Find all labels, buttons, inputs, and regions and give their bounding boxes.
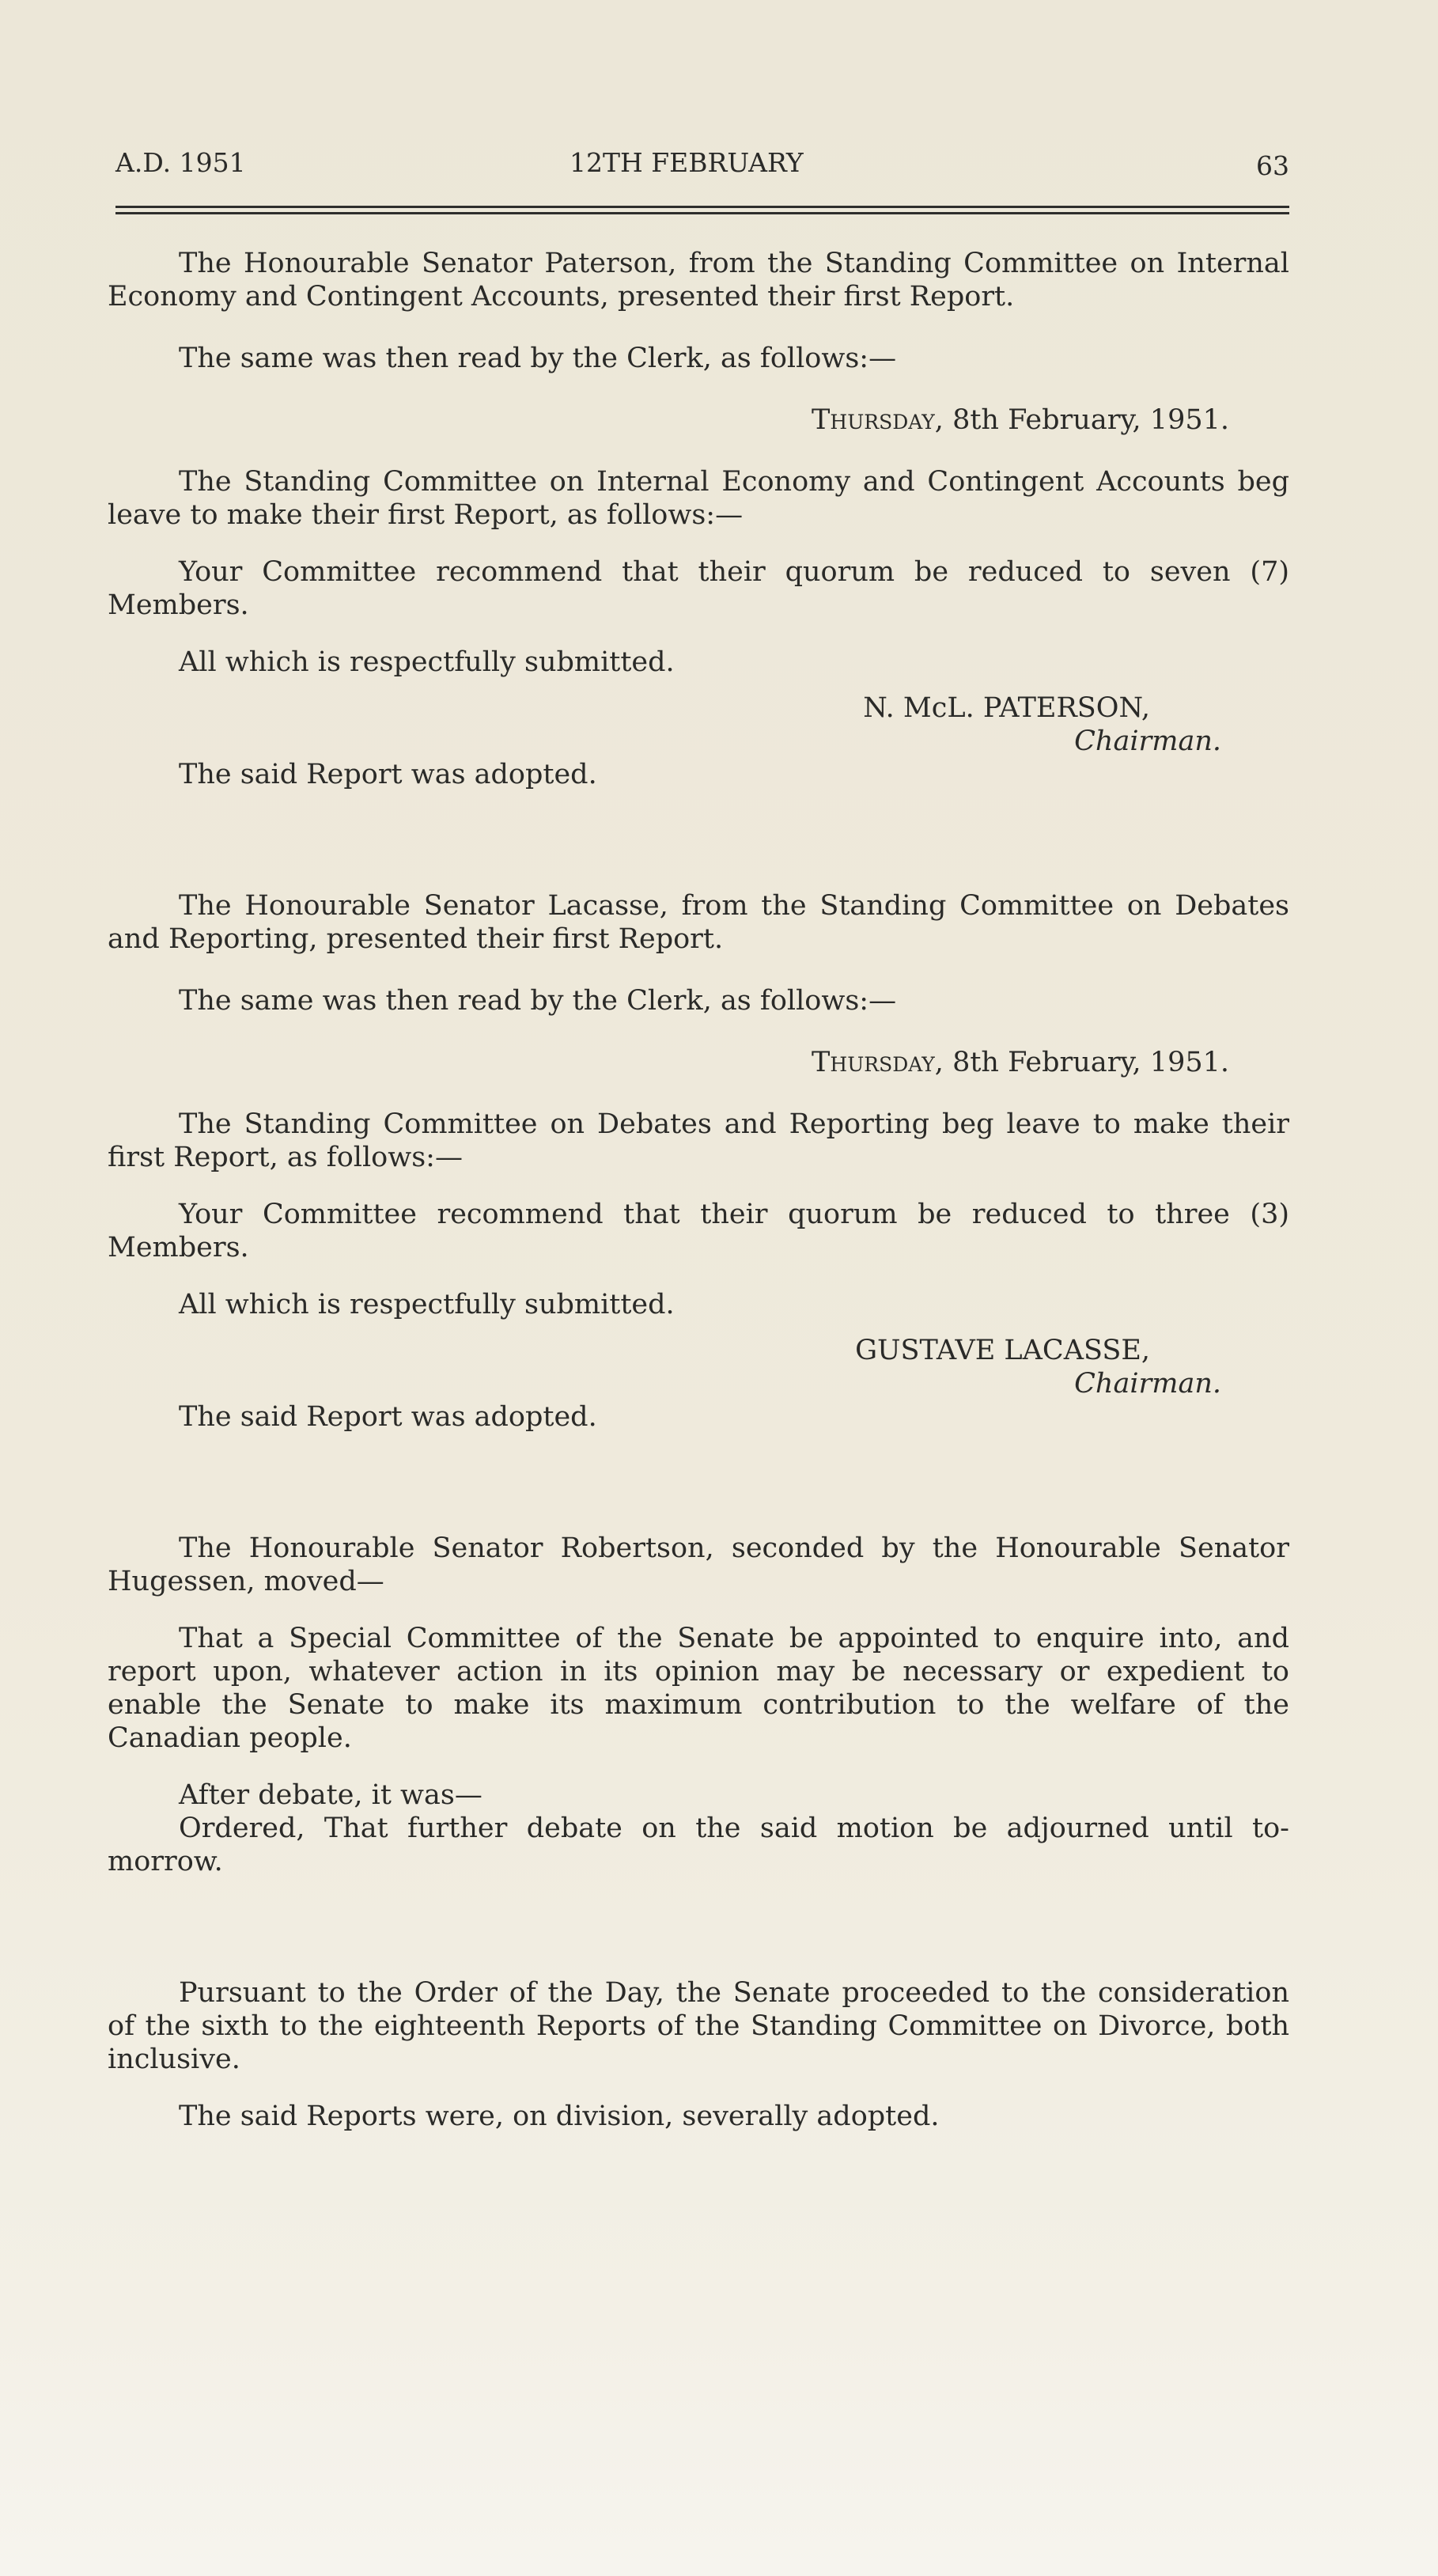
paterson-signatory: N. McL. PATERSON, (863, 692, 1150, 724)
paterson-dateline (108, 403, 1289, 437)
paterson-intro: The Honourable Senator Paterson, from the Standing Committee on Internal Economy and Contingent Accounts, presented their first Report. (108, 248, 1289, 313)
paterson-submitted: All which is respectfully submitted. (179, 646, 675, 678)
robertson-ordered: Ordered, That further debate on the said motion be adjourned until to-morrow. (108, 1813, 1289, 1877)
paterson-report-text: The Standing Committee on Internal Economy and Contingent Accounts beg leave to make their first Report, as follows:— (108, 466, 1289, 531)
lacasse-submitted: All which is respectfully submitted. (179, 1289, 675, 1320)
paterson-date: 8th February, 1951. (943, 404, 1229, 436)
robertson-motion-text: That a Special Committee of the Senate be appointed to enquire into, and report upon, whatever action in its opinion may be necessary or expedient to enable the Senate to make its maximum contribution to the welfare of the Canadian people. (108, 1623, 1289, 1754)
page-body (108, 247, 1289, 2133)
header-rule-top (115, 206, 1289, 208)
paterson-day: Thursday, (812, 404, 944, 436)
lacasse-report-text: The Standing Committee on Debates and Reporting beg leave to make their first Report, as follows:— (108, 1108, 1289, 1173)
header-date: 12TH FEBRUARY (570, 147, 804, 178)
paterson-read: The same was then read by the Clerk, as follows:— (179, 343, 897, 374)
lacasse-dateline (108, 1046, 1289, 1079)
paterson-recommendation: Your Committee recommend that their quorum be reduced to seven (7) Members. (108, 556, 1289, 621)
robertson-after-debate: After debate, it was— (179, 1779, 482, 1811)
page-number: 63 (1256, 150, 1289, 181)
lacasse-adopted: The said Report was adopted. (179, 1401, 597, 1433)
lacasse-read: The same was then read by the Clerk, as follows:— (179, 985, 897, 1017)
header-year: A.D. 1951 (115, 147, 246, 178)
lacasse-intro: The Honourable Senator Lacasse, from the Standing Committee on Debates and Reporting, presented their first Report. (108, 890, 1289, 955)
lacasse-signatory: GUSTAVE LACASSE, (855, 1335, 1150, 1366)
lacasse-date: 8th February, 1951. (943, 1047, 1229, 1078)
page-header (115, 147, 1289, 187)
paterson-adopted: The said Report was adopted. (179, 759, 597, 790)
divorce-reports-adopted: The said Reports were, on division, severally adopted. (179, 2101, 940, 2132)
paterson-signatory-title: Chairman. (1074, 725, 1221, 757)
header-rule-bottom (115, 212, 1289, 214)
lacasse-recommendation: Your Committee recommend that their quorum be reduced to three (3) Members. (108, 1199, 1289, 1263)
lacasse-signatory-title: Chairman. (1074, 1368, 1221, 1400)
robertson-motion: The Honourable Senator Robertson, seconded by the Honourable Senator Hugessen, moved— (108, 1532, 1289, 1597)
divorce-reports-text: Pursuant to the Order of the Day, the Senate proceeded to the consideration of the sixth to the eighteenth Reports of the Standing Committee on Divorce, both inclusive. (108, 1977, 1289, 2075)
lacasse-day: Thursday, (812, 1047, 944, 1078)
